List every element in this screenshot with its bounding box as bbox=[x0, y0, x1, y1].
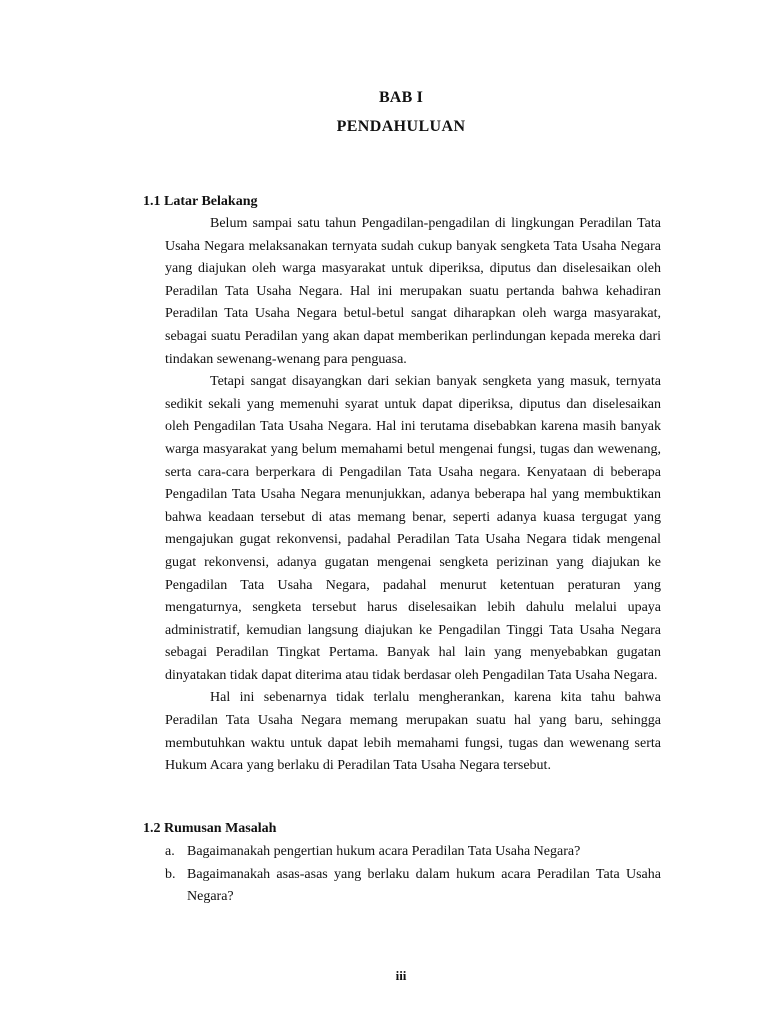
list-marker: b. bbox=[165, 866, 176, 882]
section-body-latar-belakang bbox=[165, 213, 661, 778]
paragraph: Tetapi sangat disayangkan dari sekian banyak sengketa yang masuk, ternyata sedikit sekali yang memenuhi syarat untuk dapat diperiksa, diputus dan diselesaikan oleh Pengadilan Tata Usaha Negara. Hal ini terutama disebabkan karena masih banyak warga masyarakat yang belum memahami betul mengenai fungsi, tugas dan wewenang, serta cara-cara berperkara di Pengadilan Tata Usaha negara. Kenyataan di beberapa Pengadilan Tata Usaha Negara menunjukkan, adanya beberapa hal yang membuktikan bahwa keadaan tersebut di atas memang benar, seperti adanya kuasa tergugat yang mengajukan gugat rekonvensi, padahal Peradilan Tata Usaha Negara tidak mengenal gugat rekonvensi, adanya gugatan mengenai sengketa perizinan yang diajukan ke Pengadilan Tata Usaha Negara, padahal menurut ketentuan peraturan yang mengaturnya, sengketa tersebut harus diselesaikan lebih dahulu melalui upaya administratif, kemudian langsung diajukan ke Pengadilan Tinggi Tata Usaha Negara sebagai Peradilan Tingkat Pertama. Banyak hal lain yang menyebabkan gugatan dinyatakan tidak dapat diterima atau tidak berdasar oleh Pengadilan Tata Usaha Negara. bbox=[165, 374, 661, 683]
list-item bbox=[165, 841, 661, 864]
list-marker: a. bbox=[165, 844, 175, 859]
chapter-number: BAB I bbox=[378, 89, 424, 106]
list-item-text: Bagaimanakah pengertian hukum acara Peradilan Tata Usaha Negara? bbox=[187, 844, 581, 859]
paragraph: Hal ini sebenarnya tidak terlalu mengherankan, karena kita tahu bahwa Peradilan Tata Usaha Negara memang merupakan suatu hal yang baru, sehingga membutuhkan waktu untuk dapat lebih memahami fungsi, tugas dan wewenang serta Hukum Acara yang berlaku di Peradilan Tata Usaha Negara tersebut. bbox=[165, 690, 661, 774]
list-item bbox=[165, 864, 661, 909]
page-number: iii bbox=[395, 968, 407, 983]
section-heading-rumusan-masalah: 1.2 Rumusan Masalah bbox=[143, 821, 277, 836]
list-item-text: Bagaimanakah asas-asas yang berlaku dalam hukum acara Peradilan Tata Usaha Negara? bbox=[187, 866, 661, 905]
chapter-title: PENDAHULUAN bbox=[336, 118, 466, 135]
problem-list bbox=[165, 841, 661, 909]
paragraph: Belum sampai satu tahun Pengadilan-pengadilan di lingkungan Peradilan Tata Usaha Negara melaksanakan ternyata sudah cukup banyak sengketa Tata Usaha Negara yang diajukan oleh warga masyarakat untuk diperiksa, diputus dan diselesaikan oleh Peradilan Tata Usaha Negara. Hal ini merupakan suatu pertanda bahwa kehadiran Peradilan Tata Usaha Negara betul-betul sangat diharapkan oleh warga masyarakat, sebagai suatu Peradilan yang akan dapat memberikan perlindungan kepada mereka dari tindakan sewenang-wenang para penguasa. bbox=[165, 216, 661, 367]
section-heading-latar-belakang: 1.1 Latar Belakang bbox=[143, 194, 258, 209]
